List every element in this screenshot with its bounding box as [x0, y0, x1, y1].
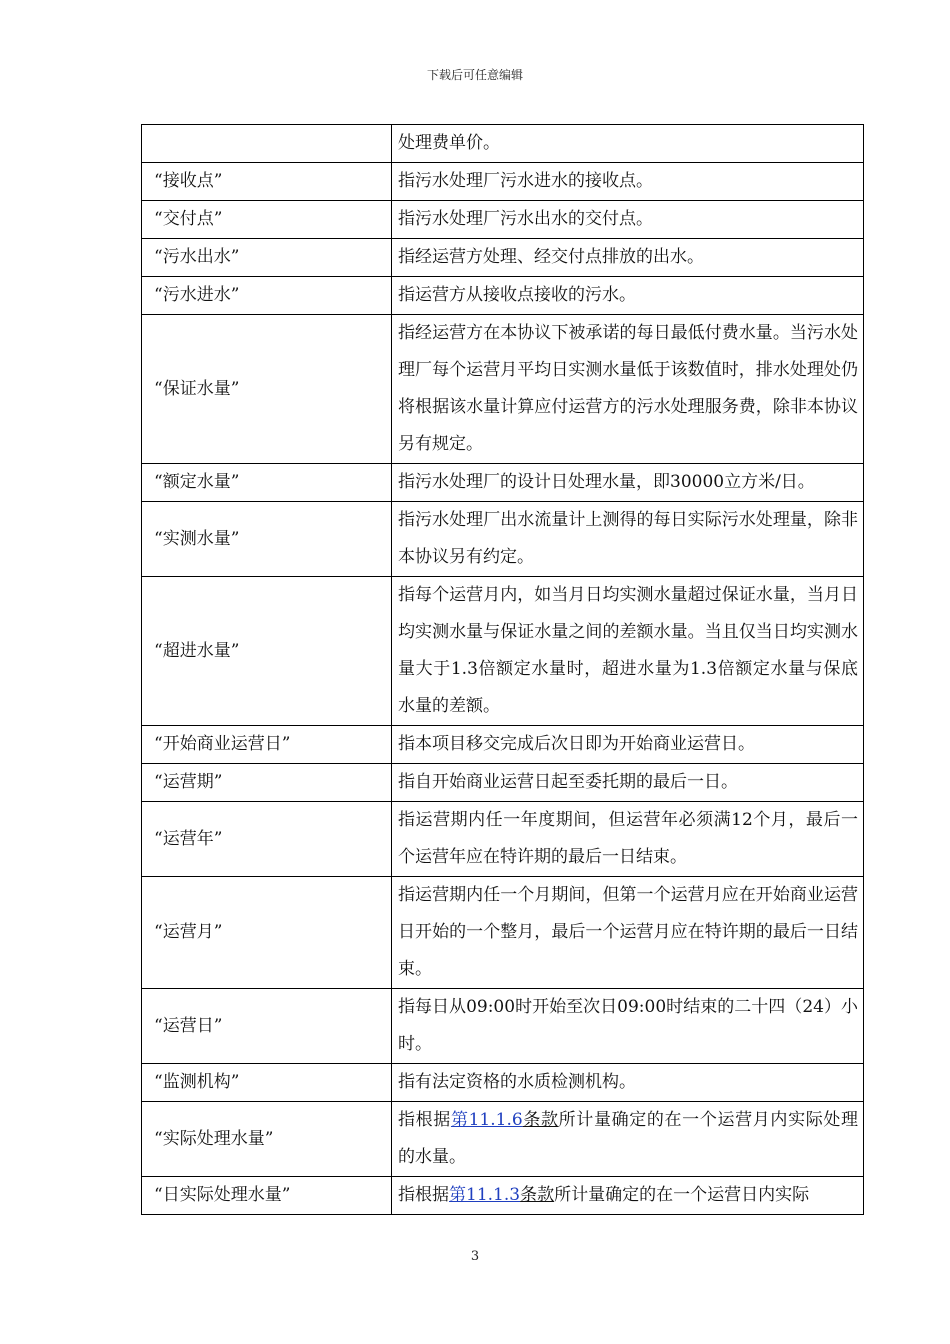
definition-text-after: 所计量确定的在一个运营月内实际处理的水量。: [398, 1110, 859, 1167]
definition-cell: [392, 1102, 864, 1177]
table-row: [142, 201, 864, 239]
term-cell: “运营日”: [142, 989, 392, 1064]
term-cell: “实际处理水量”: [142, 1102, 392, 1177]
definition-text-before: 指根据: [398, 1110, 451, 1130]
definitions-table: [141, 124, 864, 1215]
table-row: [142, 802, 864, 877]
term-cell: “污水进水”: [142, 277, 392, 315]
term-cell: “保证水量”: [142, 315, 392, 464]
definition-cell: 指自开始商业运营日起至委托期的最后一日。: [392, 764, 864, 802]
definition-text-before: 指根据: [398, 1185, 449, 1205]
definition-cell: [392, 1177, 864, 1215]
table-row: [142, 877, 864, 989]
page-header: 下载后可任意编辑: [426, 68, 523, 82]
table-row: [142, 239, 864, 277]
table-row: [142, 1102, 864, 1177]
term-cell: “实测水量”: [142, 502, 392, 577]
definition-cell: 指污水处理厂污水进水的接收点。: [392, 163, 864, 201]
page-number: 3: [470, 1249, 480, 1264]
table-row: [142, 1064, 864, 1102]
table-row: [142, 1177, 864, 1215]
term-cell: “污水出水”: [142, 239, 392, 277]
definition-cell: 指运营期内任一年度期间，但运营年必须满12个月，最后一个运营年应在特许期的最后一日结束。: [392, 802, 864, 877]
clause-link-suffix[interactable]: 条款: [520, 1185, 555, 1205]
term-cell: “运营月”: [142, 877, 392, 989]
term-cell: “接收点”: [142, 163, 392, 201]
table-row: [142, 163, 864, 201]
definition-cell: 指经运营方在本协议下被承诺的每日最低付费水量。当污水处理厂每个运营月平均日实测水量低于该数值时，排水处理处仍将根据该水量计算应付运营方的污水处理服务费，除非本协议另有规定。: [392, 315, 864, 464]
term-cell: “日实际处理水量”: [142, 1177, 392, 1215]
definition-cell: 指每日从09:00时开始至次日09:00时结束的二十四（24）小时。: [392, 989, 864, 1064]
term-cell: “运营年”: [142, 802, 392, 877]
term-cell: “开始商业运营日”: [142, 726, 392, 764]
table-row: [142, 989, 864, 1064]
definition-cell: 指本项目移交完成后次日即为开始商业运营日。: [392, 726, 864, 764]
definition-cell: 指运营方从接收点接收的污水。: [392, 277, 864, 315]
table-row: [142, 726, 864, 764]
term-cell: “超进水量”: [142, 577, 392, 726]
term-cell: “运营期”: [142, 764, 392, 802]
definition-cell: 指有法定资格的水质检测机构。: [392, 1064, 864, 1102]
table-row: [142, 464, 864, 502]
definition-cell: 指运营期内任一个月期间，但第一个运营月应在开始商业运营日开始的一个整月，最后一个运营月应在特许期的最后一日结束。: [392, 877, 864, 989]
clause-link[interactable]: 第11.1.3: [449, 1185, 521, 1205]
definition-text-after: 所计量确定的在一个运营日内实际: [554, 1185, 810, 1205]
term-cell: “监测机构”: [142, 1064, 392, 1102]
definition-cell: 指污水处理厂的设计日处理水量，即30000立方米/日。: [392, 464, 864, 502]
table-row: [142, 577, 864, 726]
definition-cell: 处理费单价。: [392, 125, 864, 163]
definition-cell: 指每个运营月内，如当月日均实测水量超过保证水量，当月日均实测水量与保证水量之间的差额水量。当且仅当日均实测水量大于1.3倍额定水量时，超进水量为1.3倍额定水量与保底水量的差额。: [392, 577, 864, 726]
definition-cell: 指污水处理厂出水流量计上测得的每日实际污水处理量，除非本协议另有约定。: [392, 502, 864, 577]
definition-cell: 指经运营方处理、经交付点排放的出水。: [392, 239, 864, 277]
term-cell: “交付点”: [142, 201, 392, 239]
definition-cell: 指污水处理厂污水出水的交付点。: [392, 201, 864, 239]
table-row: [142, 125, 864, 163]
table-row: [142, 277, 864, 315]
clause-link[interactable]: 第11.1.6: [450, 1110, 523, 1130]
term-cell: “额定水量”: [142, 464, 392, 502]
table-row: [142, 315, 864, 464]
term-cell: [142, 125, 392, 163]
table-row: [142, 502, 864, 577]
table-row: [142, 764, 864, 802]
clause-link-suffix[interactable]: 条款: [522, 1110, 559, 1130]
